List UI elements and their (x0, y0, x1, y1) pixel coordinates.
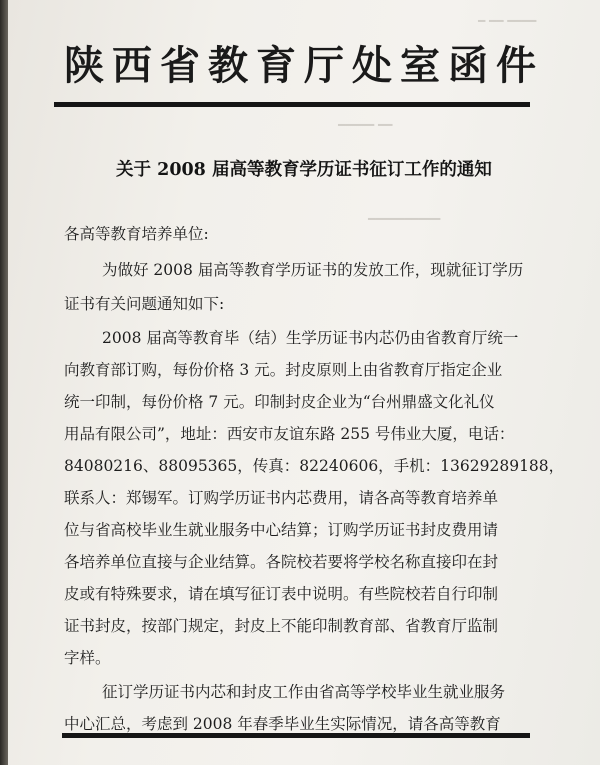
body-line: 各培养单位直接与企业结算。各院校若要将学校名称直接印在封 (64, 553, 499, 571)
bleed-through-mark: ━━━━━ ━━ (338, 118, 393, 132)
letterhead-title: 陕西省教育厅处室函件 (64, 42, 544, 89)
body-line: 字样。 (64, 649, 111, 667)
body-line: 位与省高校毕业生就业服务中心结算；订购学历证书封皮费用请 (64, 521, 499, 539)
body-line: 征订学历证书内芯和封皮工作由省高等学校毕业生就业服务 (102, 683, 506, 701)
body-line: 中心汇总，考虑到 2008 年春季毕业生实际情况，请各高等教育 (64, 715, 501, 733)
body-line: 2008 届高等教育毕（结）生学历证书内芯仍由省教育厅统一 (102, 329, 519, 347)
body-line: 向教育部订购，每份价格 3 元。封皮原则上由省教育厅指定企业 (64, 361, 503, 379)
body-line: 84080216、88095365，传真：82240606，手机：13629289188， (64, 457, 565, 475)
body-line: 证书封皮，按部门规定，封皮上不能印制教育部、省教育厅监制 (64, 617, 499, 635)
body-line: 为做好 2008 届高等教育学历证书的发放工作，现就征订学历 (102, 261, 524, 279)
bleed-through-mark: ━━━━━━━━━━ (368, 212, 441, 226)
page-shadow (0, 0, 8, 765)
notice-title: 关于 2008 届高等教育学历证书征订工作的通知 (116, 160, 492, 180)
bleed-through-mark: ━ ━━ ━━━━ (478, 14, 537, 28)
document-page (8, 0, 600, 765)
footer-rule (62, 733, 530, 738)
body-line: 皮或有特殊要求，请在填写征订表中说明。有些院校若自行印制 (64, 585, 499, 603)
salutation: 各高等教育培养单位: (64, 225, 209, 243)
body-line: 证书有关问题通知如下: (64, 295, 225, 313)
body-line: 统一印制，每份价格 7 元。印制封皮企业为“台州鼎盛文化礼仪 (64, 393, 495, 411)
notice-body (8, 0, 600, 765)
body-line: 用品有限公司”，地址：西安市友谊东路 255 号伟业大厦，电话： (64, 425, 515, 443)
body-line: 联系人：郑锡军。订购学历证书内芯费用，请各高等教育培养单 (64, 489, 499, 507)
